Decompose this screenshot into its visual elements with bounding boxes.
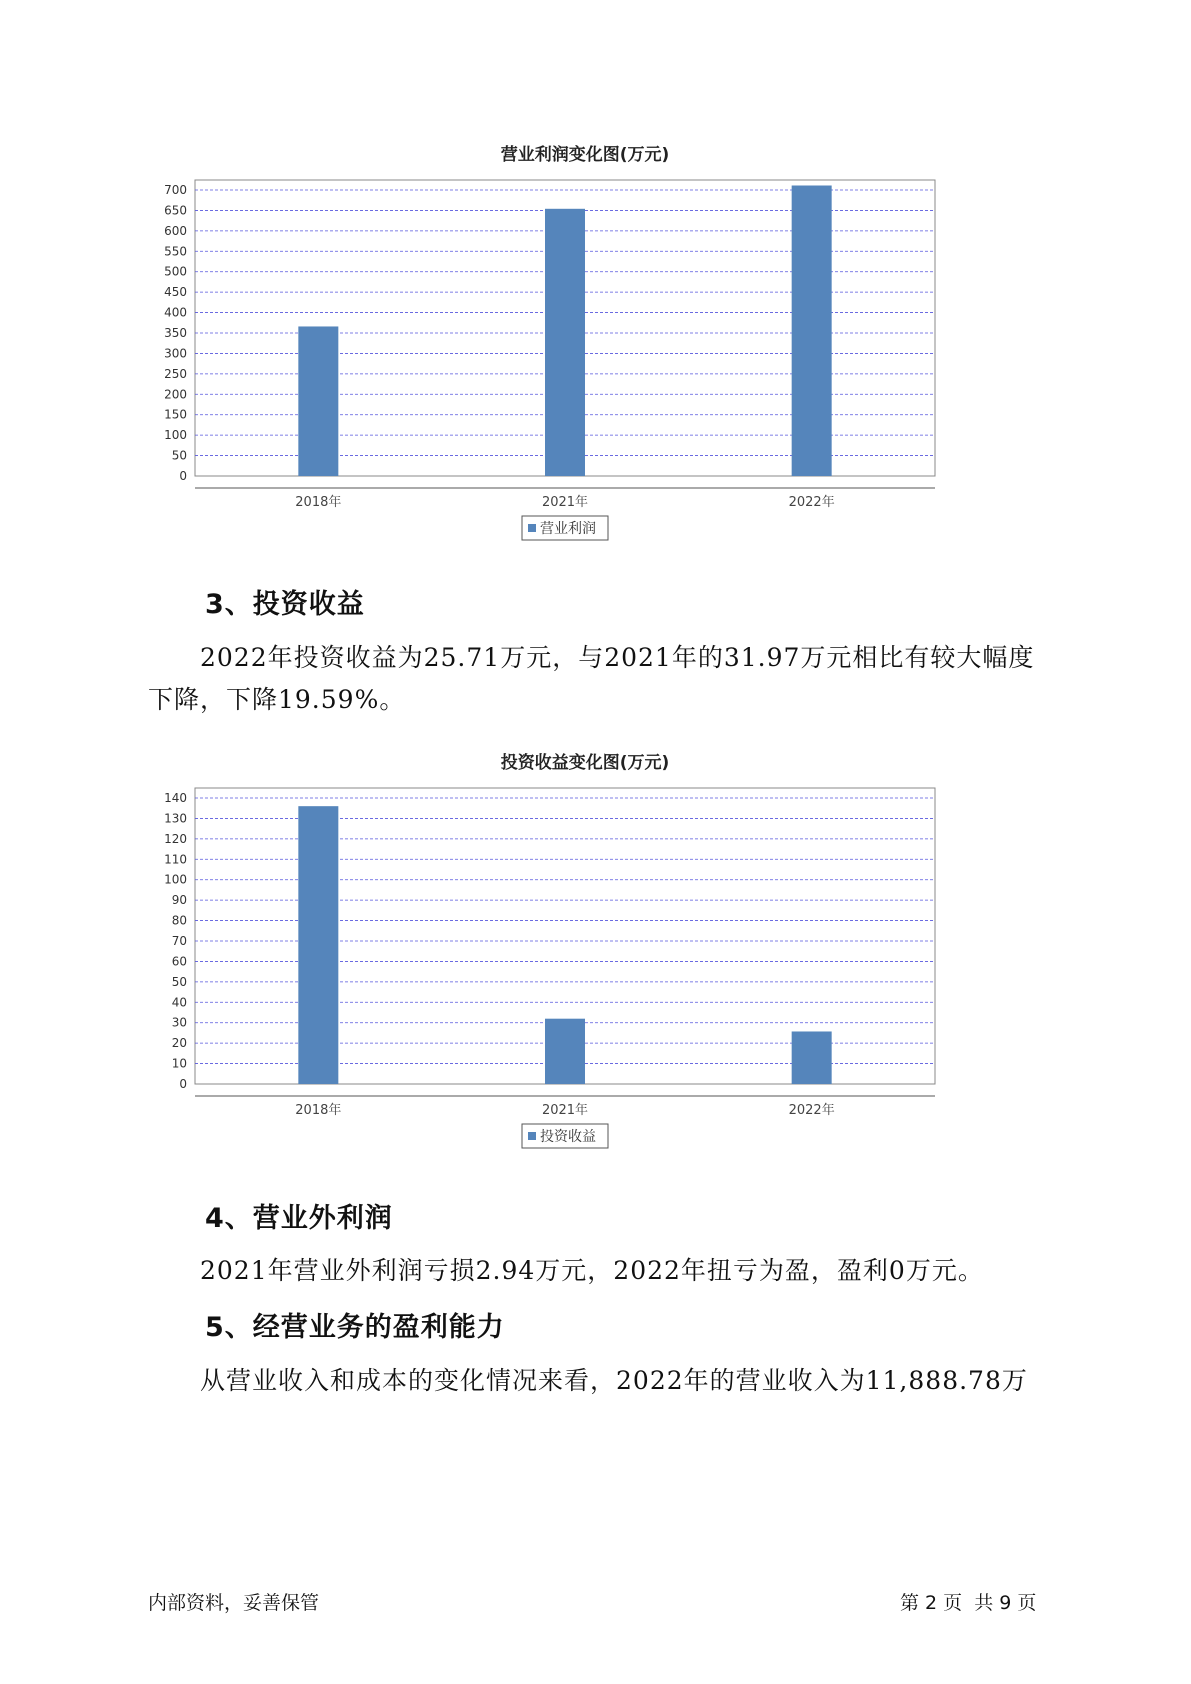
y-tick-label: 130 <box>164 811 187 826</box>
y-tick-label: 50 <box>171 448 187 463</box>
y-tick-label: 90 <box>171 893 187 908</box>
y-tick-label: 30 <box>171 1015 187 1030</box>
legend-label: 营业利润 <box>540 521 596 537</box>
y-tick-label: 450 <box>164 285 187 300</box>
footer-left: 内部资料，妥善保管 <box>148 1592 320 1614</box>
bar <box>298 326 338 476</box>
y-tick-label: 10 <box>171 1056 187 1071</box>
section-5-paragraph <box>148 1360 1048 1402</box>
section-3-heading: 3、投资收益 <box>205 589 365 620</box>
legend-swatch <box>528 1132 536 1140</box>
y-tick-label: 500 <box>164 264 187 279</box>
y-tick-label: 150 <box>164 407 187 422</box>
section-4-heading: 4、营业外利润 <box>205 1203 393 1234</box>
y-tick-label: 110 <box>164 852 187 867</box>
y-tick-label: 40 <box>171 995 187 1010</box>
section-4-line-1: 2021年营业外利润亏损2.94万元，2022年扭亏为盈，盈利0万元。 <box>200 1256 984 1285</box>
chart-svg <box>150 748 1020 1158</box>
y-tick-label: 350 <box>164 326 187 340</box>
y-tick-label: 700 <box>164 183 187 197</box>
y-tick-label: 200 <box>164 387 187 402</box>
chart-title: 投资收益变化图(万元) <box>500 753 670 773</box>
operating-profit-chart <box>150 140 1020 550</box>
chart-title: 营业利润变化图(万元) <box>500 145 670 165</box>
y-tick-label: 550 <box>164 244 187 259</box>
x-tick-label: 2018年 <box>295 495 342 510</box>
y-tick-label: 80 <box>171 913 187 928</box>
bar <box>792 1031 832 1084</box>
x-tick-label: 2021年 <box>541 495 589 510</box>
x-tick-label: 2022年 <box>788 495 835 510</box>
legend-swatch <box>528 524 536 532</box>
bar <box>298 806 338 1084</box>
y-tick-label: 120 <box>164 831 187 846</box>
x-tick-label: 2022年 <box>788 1103 835 1118</box>
y-tick-label: 20 <box>171 1036 187 1051</box>
section-3-line-2: 下降，下降19.59%。 <box>148 685 406 714</box>
y-tick-label: 0 <box>179 469 187 483</box>
y-tick-label: 60 <box>171 954 187 969</box>
section-3-paragraph <box>148 637 1048 721</box>
section-5-line-1: 从营业收入和成本的变化情况来看，2022年的营业收入为11,888.78万 <box>200 1366 1028 1395</box>
y-tick-label: 300 <box>164 346 187 361</box>
y-tick-label: 250 <box>164 366 187 381</box>
x-tick-label: 2021年 <box>541 1103 589 1118</box>
y-tick-label: 70 <box>171 934 187 948</box>
legend-label: 投资收益 <box>540 1129 596 1145</box>
y-tick-label: 100 <box>164 872 187 887</box>
x-tick-label: 2018年 <box>295 1103 342 1118</box>
footer-page-number: 第 2 页 共 9 页 <box>900 1592 1037 1614</box>
y-tick-label: 0 <box>179 1077 187 1091</box>
chart-svg <box>150 140 1020 550</box>
section-4-paragraph <box>148 1250 1048 1292</box>
section-3-line-1: 2022年投资收益为25.71万元，与2021年的31.97万元相比有较大幅度 <box>200 643 1035 672</box>
bar <box>792 186 832 476</box>
y-tick-label: 650 <box>164 203 187 218</box>
y-tick-label: 50 <box>171 974 187 989</box>
y-tick-label: 400 <box>164 305 187 320</box>
y-tick-label: 600 <box>164 223 187 238</box>
bar <box>545 209 585 476</box>
bar <box>545 1019 585 1084</box>
y-tick-label: 100 <box>164 428 187 443</box>
y-tick-label: 140 <box>164 791 187 805</box>
section-5-heading: 5、经营业务的盈利能力 <box>205 1312 505 1343</box>
investment-income-chart <box>150 748 1020 1158</box>
